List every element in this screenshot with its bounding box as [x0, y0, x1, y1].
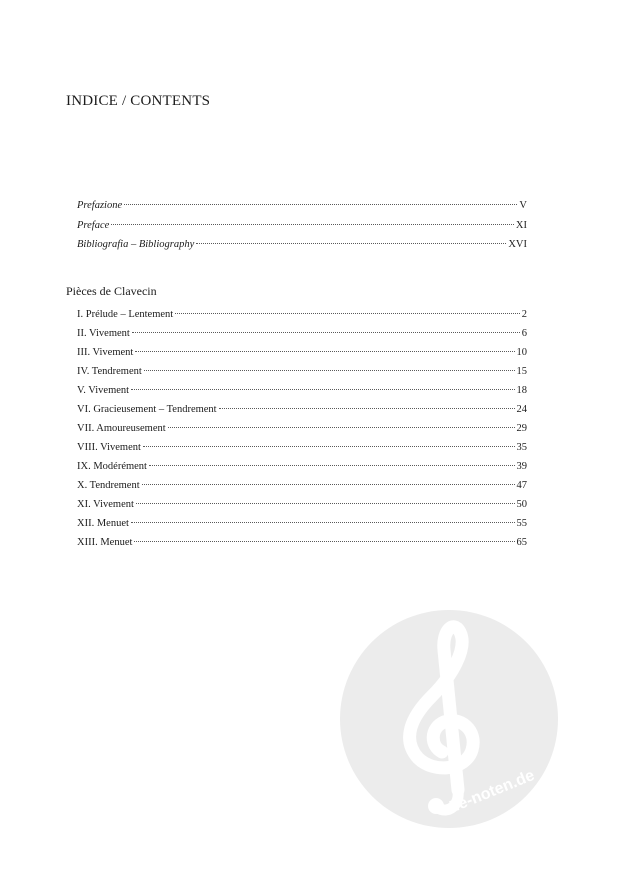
dot-leader	[142, 483, 515, 485]
dot-leader	[124, 203, 517, 205]
dot-leader	[135, 350, 514, 352]
toc-entry-bibliography[interactable]	[77, 235, 527, 255]
dot-leader	[196, 242, 506, 244]
dot-leader	[175, 312, 520, 314]
toc-entry-label: IX. Modérément	[77, 461, 147, 472]
toc-entry-piece-8[interactable]	[77, 438, 527, 457]
toc-entry-page: 2	[521, 309, 527, 320]
toc-entry-piece-4[interactable]	[77, 362, 527, 381]
toc-entry-page: XI	[515, 219, 527, 231]
toc-entry-page: 10	[516, 347, 527, 358]
toc-entry-label: XIII. Menuet	[77, 537, 133, 548]
toc-entry-piece-12[interactable]	[77, 514, 527, 533]
toc-entry-piece-1[interactable]	[77, 305, 527, 324]
dot-leader	[144, 369, 515, 371]
toc-entry-page: XVI	[508, 239, 527, 250]
toc-entry-page: V	[519, 200, 527, 211]
dot-leader	[132, 331, 520, 333]
toc-entry-page: 65	[516, 537, 527, 548]
toc-entry-page: 24	[516, 404, 527, 415]
dot-leader	[219, 407, 515, 409]
toc-entry-page: 47	[516, 480, 527, 491]
toc-entry-prefazione[interactable]	[77, 196, 527, 216]
toc-entry-piece-2[interactable]	[77, 324, 527, 343]
front-matter-list	[77, 196, 527, 255]
toc-entry-page: 50	[516, 499, 527, 510]
dot-leader	[134, 540, 514, 542]
toc-entry-piece-13[interactable]	[77, 533, 527, 552]
watermark-text	[340, 610, 558, 828]
toc-entry-piece-5[interactable]	[77, 381, 527, 400]
toc-entry-label: I. Prélude – Lentement	[77, 309, 174, 320]
toc-entry-page: 39	[516, 461, 527, 472]
dot-leader	[168, 426, 515, 428]
dot-leader	[131, 388, 514, 390]
toc-entry-label: XI. Vivement	[77, 499, 134, 510]
toc-entry-label: III. Vivement	[77, 347, 134, 358]
watermark-label: alle-noten.de	[439, 766, 537, 820]
dot-leader	[136, 502, 515, 504]
toc-entry-piece-7[interactable]	[77, 419, 527, 438]
toc-entry-label: VI. Gracieusement – Tendrement	[77, 404, 217, 415]
toc-entry-label: V. Vivement	[77, 385, 130, 396]
toc-entry-page: 29	[516, 423, 527, 434]
toc-entry-page: 6	[521, 328, 527, 339]
toc-entry-piece-9[interactable]	[77, 457, 527, 476]
toc-entry-preface[interactable]	[77, 216, 527, 236]
toc-entry-piece-11[interactable]	[77, 495, 527, 514]
toc-entry-page: 15	[516, 366, 527, 377]
toc-entry-page: 55	[516, 518, 527, 529]
toc-entry-page: 35	[516, 442, 527, 453]
toc-entry-label: Preface	[77, 219, 110, 231]
toc-entry-label: Prefazione	[77, 200, 123, 211]
section-title: Pièces de Clavecin	[66, 284, 157, 298]
watermark	[340, 610, 558, 828]
toc-entry-piece-6[interactable]	[77, 400, 527, 419]
toc-entry-label: XII. Menuet	[77, 518, 129, 529]
toc-entry-label: X. Tendrement	[77, 480, 140, 491]
toc-entry-label: VII. Amoureusement	[77, 423, 166, 434]
dot-leader	[149, 464, 515, 466]
dot-leader	[111, 223, 514, 225]
pieces-list	[77, 305, 527, 552]
page-title: INDICE / CONTENTS	[66, 93, 211, 109]
toc-entry-piece-3[interactable]	[77, 343, 527, 362]
dot-leader	[131, 521, 515, 523]
dot-leader	[143, 445, 515, 447]
toc-entry-label: IV. Tendrement	[77, 366, 142, 377]
toc-entry-label: II. Vivement	[77, 328, 130, 339]
toc-entry-label: Bibliografia – Bibliography	[77, 239, 195, 250]
toc-entry-page: 18	[516, 385, 527, 396]
toc-entry-piece-10[interactable]	[77, 476, 527, 495]
toc-entry-label: VIII. Vivement	[77, 442, 141, 453]
